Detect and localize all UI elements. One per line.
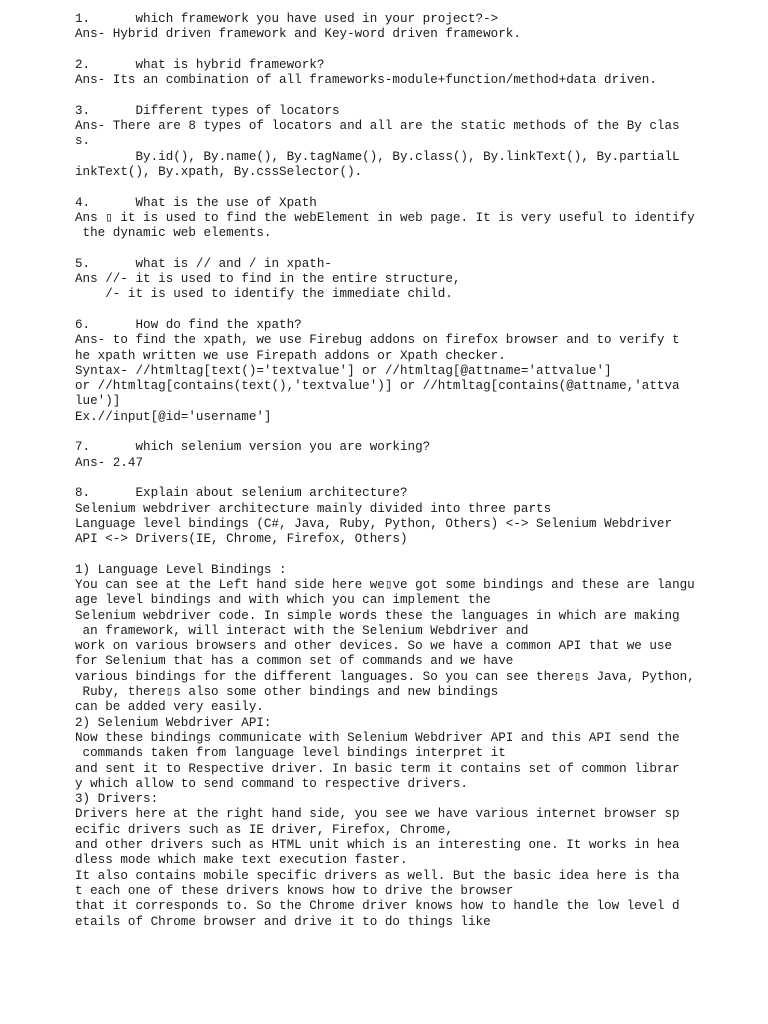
text-line: 3) Drivers: [75, 792, 159, 807]
text-line: Language level bindings (C#, Java, Ruby, Python, Others) <-> Selenium Webdriver [75, 516, 673, 531]
blank-line [75, 43, 755, 58]
blank-line [75, 241, 755, 256]
text-line: can be added very easily. [75, 700, 264, 715]
text-line: Ans- Its an combination of all frameworks-module+function/method+data driven. [75, 73, 657, 88]
text-line: s. [75, 134, 91, 149]
text-line: /- it is used to identify the immediate child. [75, 287, 453, 302]
text-line: 1. which framework you have used in your project?-> [75, 12, 499, 26]
blank-line [75, 471, 755, 486]
blank-line [75, 88, 755, 103]
text-line: an framework, will interact with the Selenium Webdriver and [75, 623, 529, 638]
text-line: Ans- 2.47 [75, 455, 144, 470]
text-line: ecific drivers such as IE driver, Firefox, Chrome, [75, 822, 453, 837]
text-line: y which allow to send command to respective drivers. [75, 776, 468, 791]
blank-line [75, 547, 755, 562]
blank-line [75, 180, 755, 195]
text-line: Ruby, there▯s also some other bindings and new bindings [75, 685, 499, 700]
text-line: age level bindings and with which you can implement the [75, 593, 491, 608]
text-line: Selenium webdriver architecture mainly divided into three parts [75, 501, 552, 516]
text-line: 6. How do find the xpath? [75, 317, 302, 332]
text-line: and other drivers such as HTML unit which is an interesting one. It works in hea [75, 838, 680, 853]
text-line: t each one of these drivers knows how to drive the browser [75, 883, 514, 898]
text-line: etails of Chrome browser and drive it to do things like [75, 914, 491, 929]
blank-line [75, 303, 755, 318]
text-line: that it corresponds to. So the Chrome driver knows how to handle the low level d [75, 899, 680, 914]
text-line: It also contains mobile specific drivers as well. But the basic idea here is tha [75, 868, 680, 883]
text-line: You can see at the Left hand side here we▯ve got some bindings and these are langu [75, 577, 695, 592]
text-line: for Selenium that has a common set of commands and we have [75, 654, 514, 669]
text-line: lue')] [75, 394, 121, 409]
text-line: 5. what is // and / in xpath- [75, 256, 332, 271]
document-page [75, 12, 755, 930]
text-line: API <-> Drivers(IE, Chrome, Firefox, Others) [75, 532, 408, 547]
text-line: 1) Language Level Bindings : [75, 562, 287, 577]
blank-line [75, 425, 755, 440]
text-line: Ex.//input[@id='username'] [75, 409, 272, 424]
text-line: Now these bindings communicate with Selenium Webdriver API and this API send the [75, 730, 680, 745]
text-line: Ans- Hybrid driven framework and Key-word driven framework. [75, 27, 521, 42]
text-line: Ans- to find the xpath, we use Firebug addons on firefox browser and to verify t [75, 333, 680, 348]
text-line: Selenium webdriver code. In simple words these the languages in which are making [75, 608, 680, 623]
text-line: Ans ▯ it is used to find the webElement in web page. It is very useful to identify [75, 210, 695, 225]
text-line: 3. Different types of locators [75, 103, 340, 118]
text-line: and sent it to Respective driver. In basic term it contains set of common librar [75, 761, 680, 776]
text-line: 2. what is hybrid framework? [75, 57, 325, 72]
text-line: Ans- There are 8 types of locators and all are the static methods of the By clas [75, 119, 680, 134]
text-line: 4. What is the use of Xpath [75, 195, 317, 210]
text-line: 7. which selenium version you are working? [75, 440, 431, 455]
text-line: commands taken from language level bindings interpret it [75, 746, 506, 761]
text-line: various bindings for the different languages. So you can see there▯s Java, Python, [75, 669, 695, 684]
text-line: work on various browsers and other devices. So we have a common API that we use [75, 639, 673, 654]
text-line: or //htmltag[contains(text(),'textvalue')] or //htmltag[contains(@attname,'attva [75, 379, 680, 394]
text-line: By.id(), By.name(), By.tagName(), By.class(), By.linkText(), By.partialL [75, 149, 680, 164]
text-line: 8. Explain about selenium architecture? [75, 486, 408, 501]
text-line: Syntax- //htmltag[text()='textvalue'] or //htmltag[@attname='attvalue'] [75, 363, 612, 378]
text-line: 2) Selenium Webdriver API: [75, 715, 272, 730]
text-line: Drivers here at the right hand side, you see we have various internet browser sp [75, 807, 680, 822]
text-line: dless mode which make text execution faster. [75, 853, 408, 868]
text-line: inkText(), By.xpath, By.cssSelector(). [75, 164, 363, 179]
text-line: the dynamic web elements. [75, 226, 272, 241]
text-line: Ans //- it is used to find in the entire structure, [75, 272, 461, 287]
text-line: he xpath written we use Firepath addons or Xpath checker. [75, 348, 506, 363]
